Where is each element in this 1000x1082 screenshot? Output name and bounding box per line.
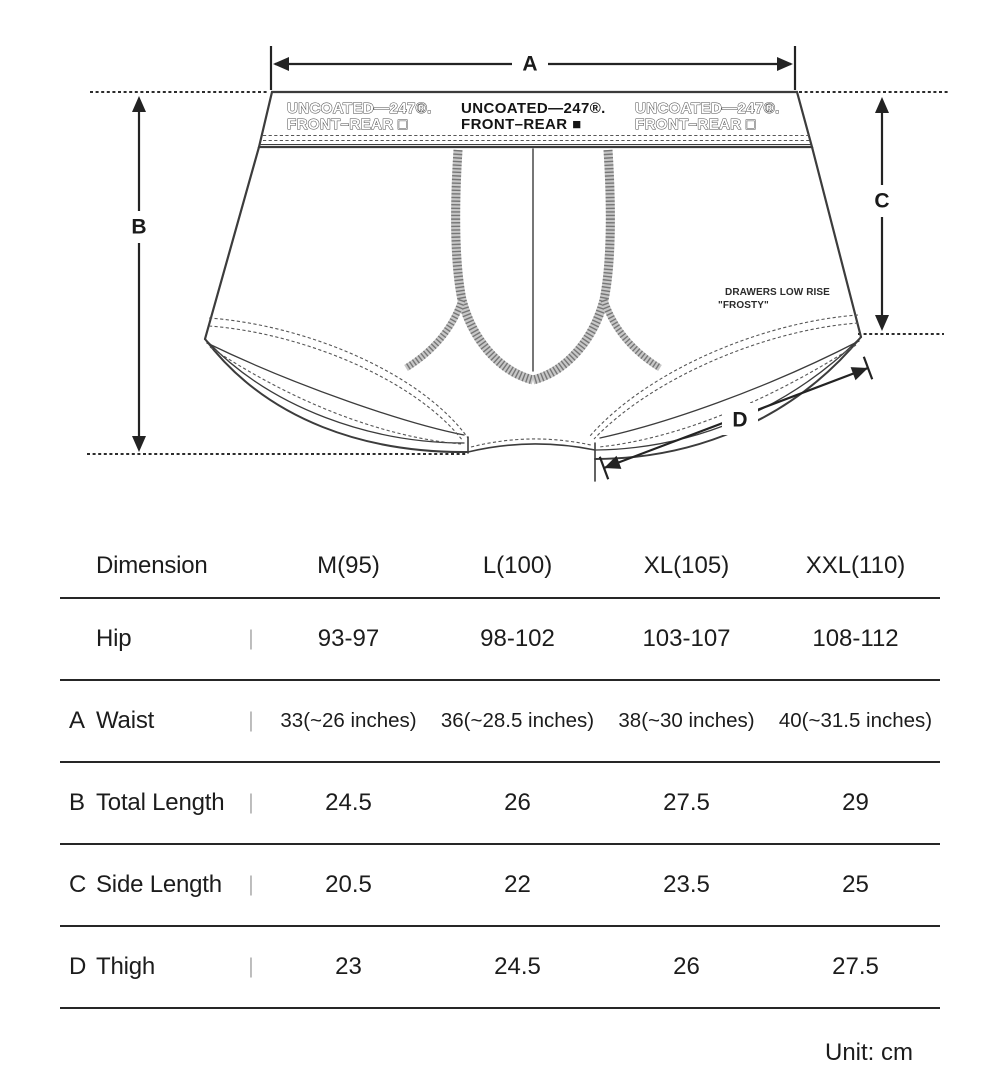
table-row-total-length	[60, 763, 940, 845]
fly-branch-stitch-right	[604, 300, 660, 368]
row-label: Side Length	[96, 871, 222, 898]
cell-value: 27.5	[832, 953, 879, 980]
cell-value: 36(~28.5 inches)	[440, 709, 595, 732]
row-label: Total Length	[96, 789, 225, 816]
waistband-logo-right	[635, 100, 780, 133]
brand-logo-text: FRONT–REAR ■	[461, 116, 582, 133]
cell-value: 23.5	[663, 871, 710, 898]
left-leg	[205, 318, 468, 452]
dim-label-d: D	[732, 408, 748, 432]
table-row-hip	[60, 599, 940, 681]
cell-value: 26	[673, 953, 700, 980]
waistband-logo-center	[461, 100, 606, 133]
dim-label-b: B	[131, 215, 147, 239]
fly-branch-stitch-right	[604, 300, 660, 368]
row-letter: C	[69, 871, 87, 898]
table-row-thigh	[60, 927, 940, 1009]
brand-logo-text: UNCOATED—247®.	[287, 100, 432, 117]
garment-note	[718, 287, 830, 311]
cell-value: 40(~31.5 inches)	[778, 709, 933, 732]
size-table	[60, 535, 940, 1009]
fly-stitch-band-left	[456, 150, 533, 380]
garment-drawing	[205, 92, 861, 481]
dim-label-a: A	[522, 52, 538, 76]
arrowhead-right-icon	[777, 57, 793, 71]
fly-panel	[406, 149, 660, 380]
fly-branch-stitch-left	[406, 300, 462, 368]
row-letter: D	[69, 953, 87, 980]
arrowhead-up-icon	[132, 96, 146, 112]
cell-value: 24.5	[494, 953, 541, 980]
column-separator: |	[248, 955, 254, 978]
waistband-logo-left	[287, 100, 432, 133]
column-header-size-l: L(100)	[482, 552, 553, 579]
cell-value: 20.5	[325, 871, 372, 898]
garment-note-line2: "FROSTY"	[718, 300, 769, 311]
right-side-seam	[812, 147, 861, 337]
arrowhead-left-icon	[273, 57, 289, 71]
table-header-row	[60, 535, 940, 599]
brand-logo-text: FRONT–REAR □	[287, 116, 408, 133]
row-letter: B	[69, 789, 86, 816]
dimension-arrow-c	[864, 97, 900, 331]
arrowhead-up-icon	[875, 97, 889, 113]
cell-value: 26	[504, 789, 531, 816]
cell-value: 27.5	[663, 789, 710, 816]
dimension-arrow-d	[600, 357, 872, 479]
row-label: Waist	[96, 707, 155, 734]
column-header-size-xl: XL(105)	[643, 552, 730, 579]
cell-value: 29	[842, 789, 869, 816]
arrowhead-down-icon	[132, 436, 146, 452]
cell-value: 103-107	[642, 625, 731, 652]
row-label: Hip	[96, 625, 132, 652]
size-diagram	[0, 0, 1000, 524]
fly-stitch-band-right	[533, 150, 610, 380]
brand-logo-text: UNCOATED—247®.	[461, 100, 606, 117]
row-letter: A	[69, 707, 86, 734]
right-leg-hem-edge	[595, 337, 861, 459]
cell-value: 24.5	[325, 789, 372, 816]
arrowhead-down-icon	[875, 315, 889, 331]
dim-label-c: C	[874, 189, 890, 213]
column-separator: |	[248, 709, 254, 732]
column-separator: |	[248, 627, 254, 650]
crotch-curve	[468, 444, 595, 452]
table-row-waist	[60, 681, 940, 763]
cell-value: 108-112	[812, 625, 899, 652]
cell-value: 33(~26 inches)	[280, 709, 417, 732]
brand-logo-text: UNCOATED—247®.	[635, 100, 780, 117]
left-side-seam	[205, 147, 259, 339]
fly-branch-stitch-left	[406, 300, 462, 368]
unit-note: Unit: cm	[824, 1039, 913, 1066]
column-header-size-xxl: XXL(110)	[805, 552, 906, 579]
dimension-arrow-b	[121, 96, 157, 452]
garment-note-line1: DRAWERS LOW RISE	[725, 287, 830, 298]
cell-value: 98-102	[480, 625, 555, 652]
row-label: Thigh	[96, 953, 156, 980]
cell-value: 38(~30 inches)	[618, 709, 755, 732]
cell-value: 25	[842, 871, 869, 898]
column-header-size-m: M(95)	[317, 552, 380, 579]
fly-stitch-band-right	[533, 150, 610, 380]
column-header-dimension: Dimension	[96, 552, 208, 579]
column-separator: |	[248, 791, 254, 814]
cell-value: 22	[504, 871, 531, 898]
cell-value: 93-97	[317, 625, 380, 652]
column-separator: |	[248, 873, 254, 896]
crotch	[468, 437, 595, 481]
brand-logo-text: FRONT–REAR □	[635, 116, 756, 133]
left-leg-front-stitch	[209, 318, 468, 438]
cell-value: 23	[335, 953, 362, 980]
table-row-side-length	[60, 845, 940, 927]
arrowhead-right-icon	[851, 367, 868, 380]
fly-stitch-band-left	[456, 150, 533, 380]
dimension-arrow-a	[271, 46, 795, 90]
